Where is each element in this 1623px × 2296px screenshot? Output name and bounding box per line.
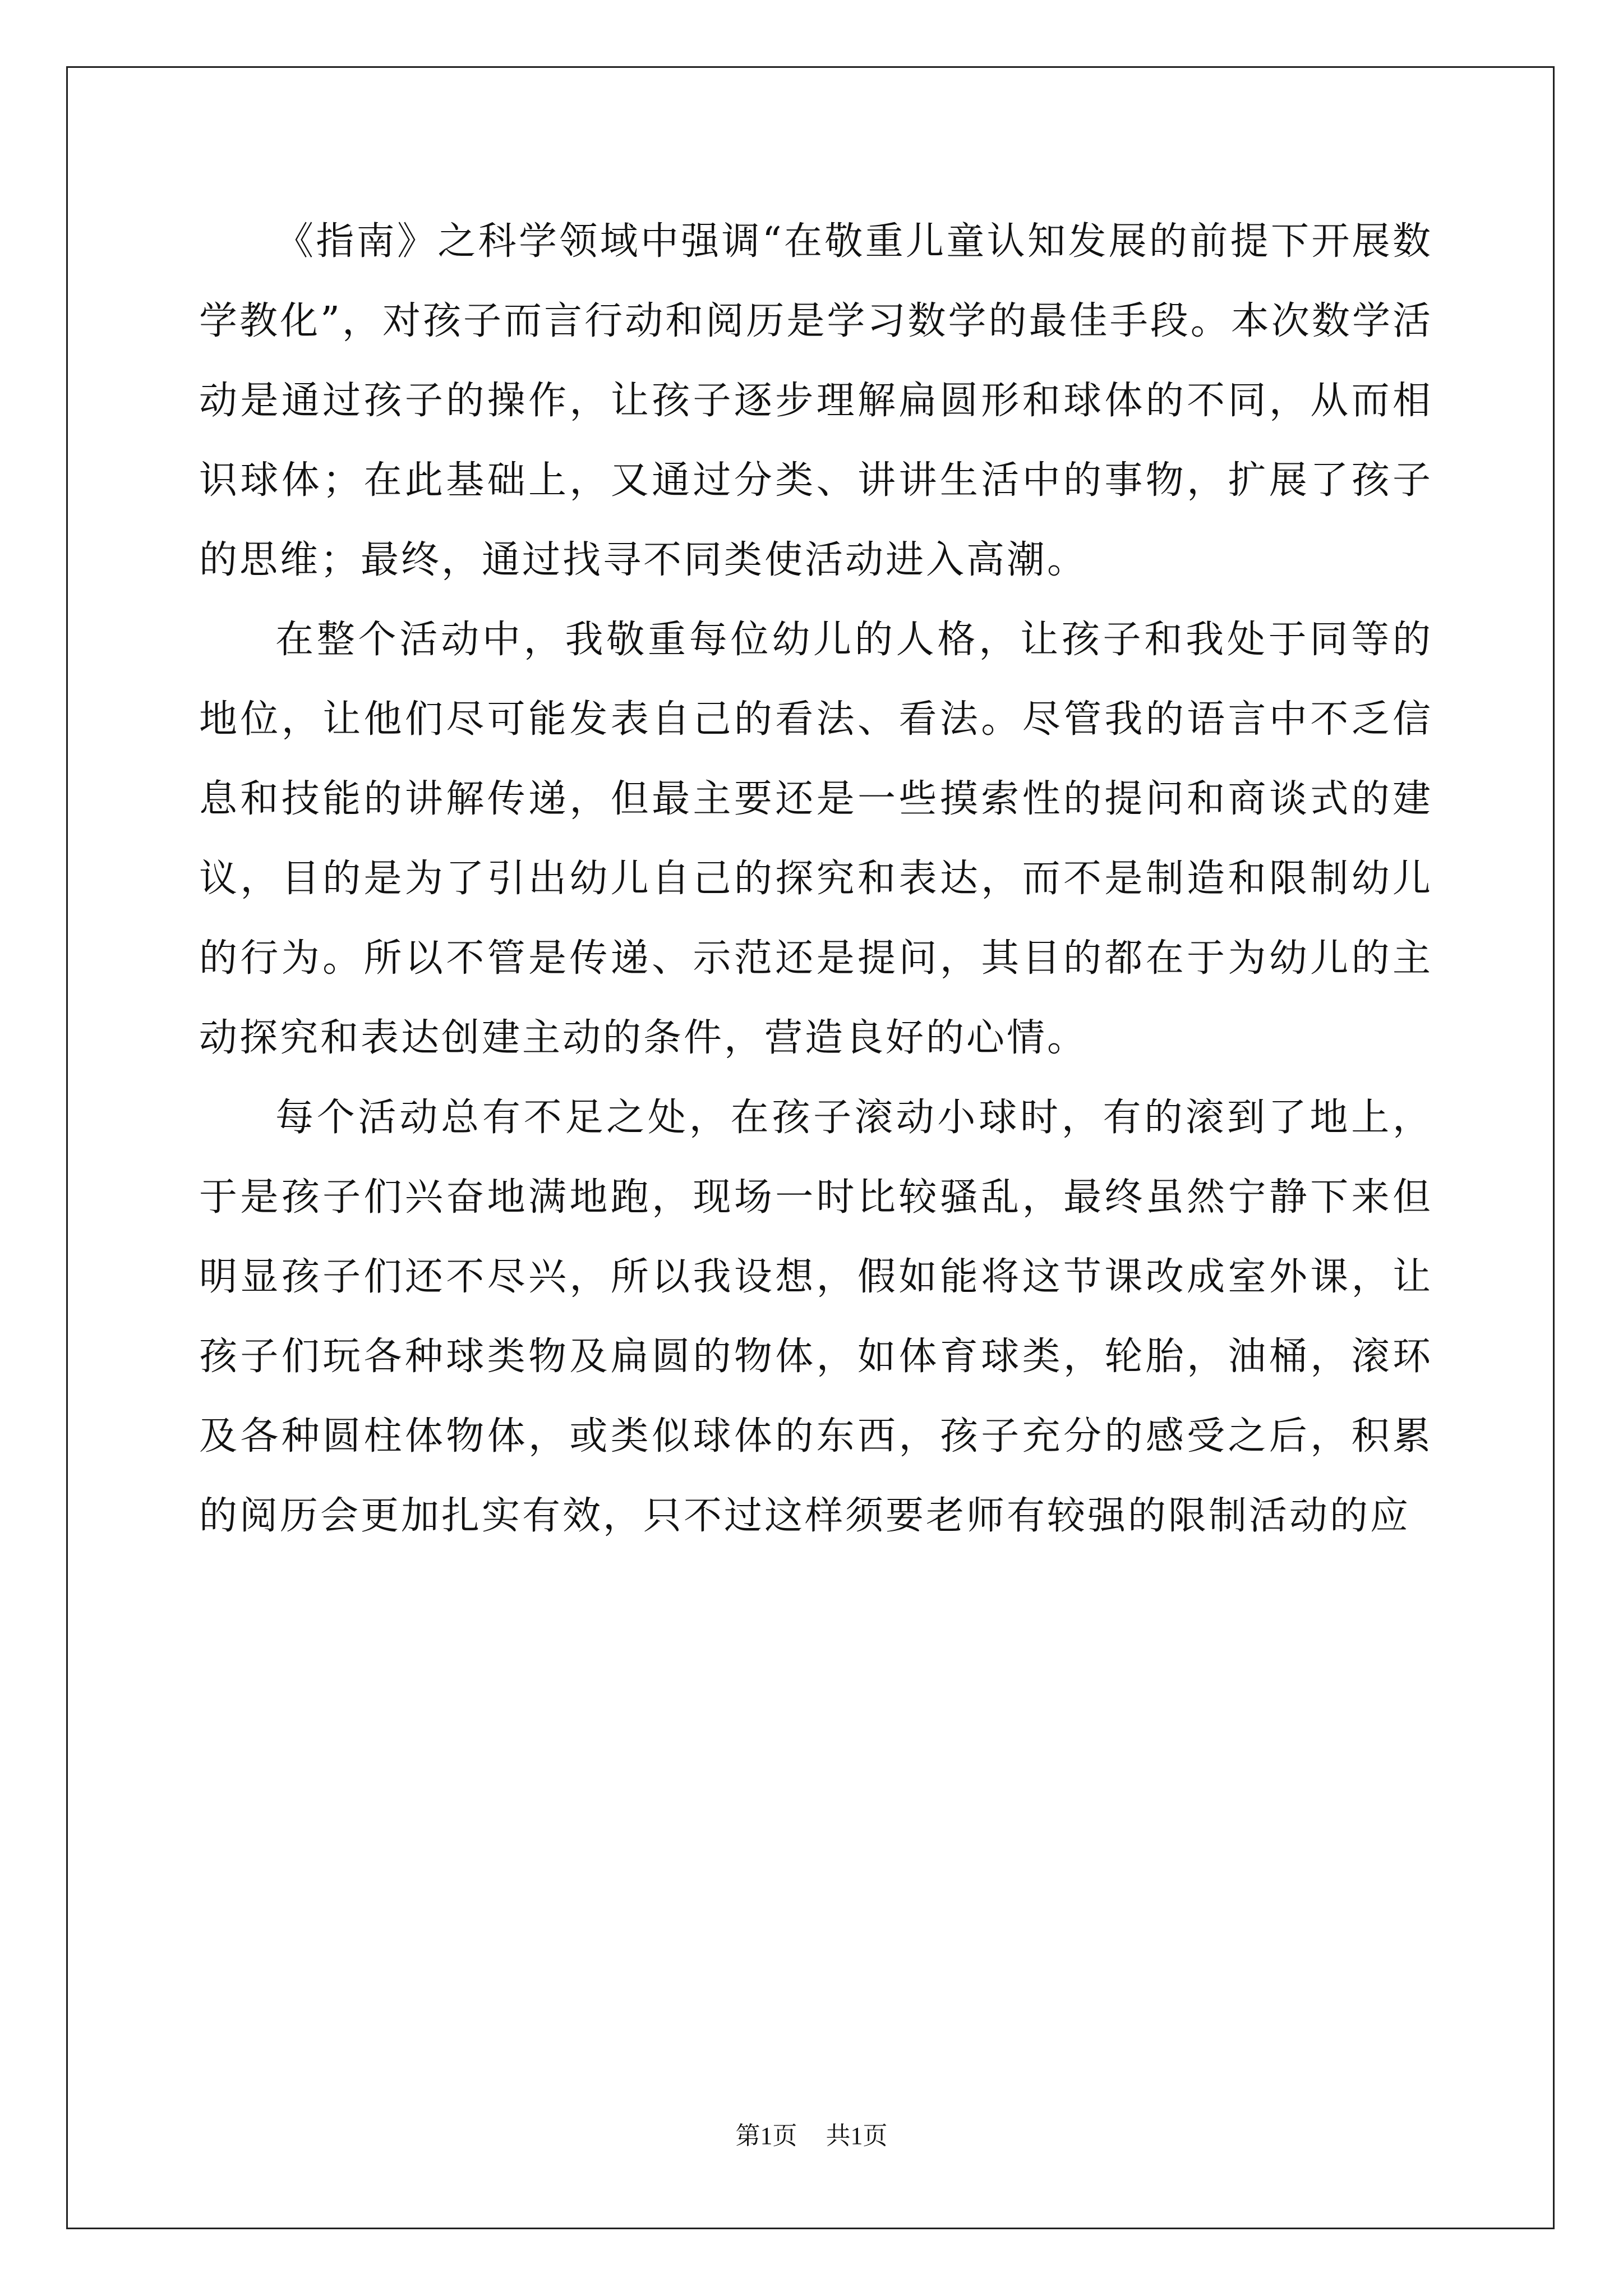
document-body [199,202,1433,1556]
paragraph-1: 《指南》之科学领域中强调“在敬重儿童认知发展的前提下开展数学教化”，对孩子而言行动和阅历是学习数学的最佳手段。本次数学活动是通过孩子的操作，让孩子逐步理解扁圆形和球体的不同，从而相识球体；在此基础上，又通过分类、讲讲生活中的事物，扩展了孩子的思维；最终，通过找寻不同类使活动进入高潮。 [199,219,1433,582]
paragraph-3: 每个活动总有不足之处，在孩子滚动小球时，有的滚到了地上，于是孩子们兴奋地满地跑，现场一时比较骚乱，最终虽然宁静下来但明显孩子们还不尽兴，所以我设想，假如能将这节课改成室外课，让孩子们玩各种球类物及扁圆的物体，如体育球类，轮胎，油桶，滚环及各种圆柱体物体，或类似球体的东西，孩子充分的感受之后，积累的阅历会更加扎实有效，只不过这样须要老师有较强的限制活动的应 [199,1096,1433,1538]
paragraph-2: 在整个活动中，我敬重每位幼儿的人格，让孩子和我处于同等的地位，让他们尽可能发表自己的看法、看法。尽管我的语言中不乏信息和技能的讲解传递，但最主要还是一些摸索性的提问和商谈式的建议，目的是为了引出幼儿自己的探究和表达，而不是制造和限制幼儿的行为。所以不管是传递、示范还是提问，其目的都在于为幼儿的主动探究和表达创建主动的条件，营造良好的心情。 [199,618,1433,1060]
page-footer [0,2119,1623,2153]
page-number-current: 第1页 [735,2122,797,2150]
page-number-total: 共1页 [826,2122,888,2150]
